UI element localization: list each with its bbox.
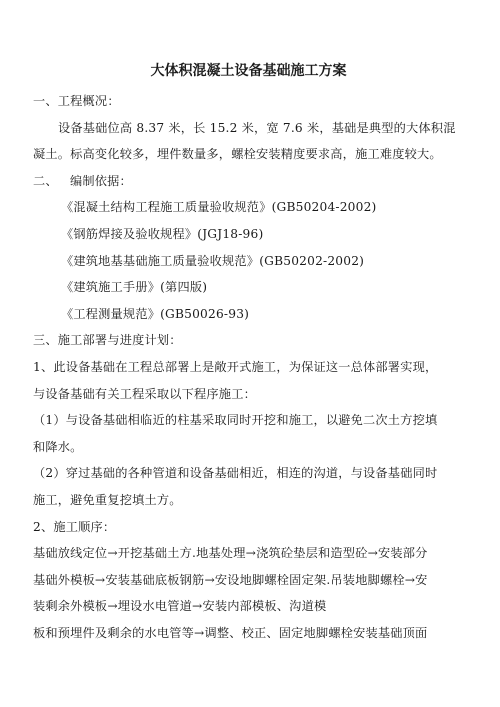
plan-item-1-line: （1）与设备基础相临近的柱基采取同时开挖和施工，以避免二次土方挖填	[33, 413, 438, 428]
construction-order-line: 板和预埋件及剩余的水电管等→调整、校正、固定地脚螺栓安装基础顶面	[33, 625, 428, 640]
plan-text-line: 与设备基础有关工程采取以下程序施工：	[33, 386, 256, 401]
construction-order-line: 基础外模板→安装基础底板钢筋→安设地脚螺栓固定架.吊装地脚螺栓→安	[33, 572, 428, 587]
overview-text-line: 凝土。标高变化较多，埋件数量多，螺栓安装精度要求高，施工难度较大。	[33, 147, 442, 162]
section-heading-overview: 一、工程概况：	[33, 94, 120, 108]
reference-item: 《工程测量规范》(GB50026-93)	[61, 306, 250, 321]
construction-order-line: 基础放线定位→开挖基础土方.地基处理→浇筑砼垫层和造型砼→安装部分	[33, 546, 428, 561]
overview-text-line: 设备基础位高 8.37 米，长 15.2 米，宽 7.6 米，基础是典型的大体积混	[58, 120, 456, 135]
section-heading-plan: 三、施工部署与进度计划：	[33, 333, 182, 348]
construction-order-heading: 2、施工顺序：	[33, 519, 116, 534]
plan-item-2-line: 施工，避免重复挖填土方。	[33, 492, 182, 507]
plan-item-2-line: （2）穿过基础的各种管道和设备基础相近，相连的沟道，与设备基础同时	[33, 466, 438, 481]
reference-item: 《建筑施工手册》(第四版)	[61, 280, 208, 295]
plan-text-line: 1、此设备基础在工程总部署上是敞开式施工，为保证这一总体部署实现，	[33, 359, 438, 374]
reference-item: 《钢筋焊接及验收规程》(JGJ18-96)	[61, 226, 264, 241]
reference-item: 《建筑地基基础施工质量验收规范》(GB50202-2002)	[61, 253, 365, 268]
section-heading-basis: 二、 编制依据：	[33, 173, 132, 188]
plan-item-1-line: 和降水。	[33, 439, 83, 454]
document-title: 大体积混凝土设备基础施工方案	[150, 63, 347, 79]
reference-item: 《混凝土结构工程施工质量验收规范》(GB50204-2002)	[61, 200, 377, 215]
construction-order-line: 装剩余外模板→埋设水电管道→安装内部模板、沟道模	[33, 599, 327, 614]
